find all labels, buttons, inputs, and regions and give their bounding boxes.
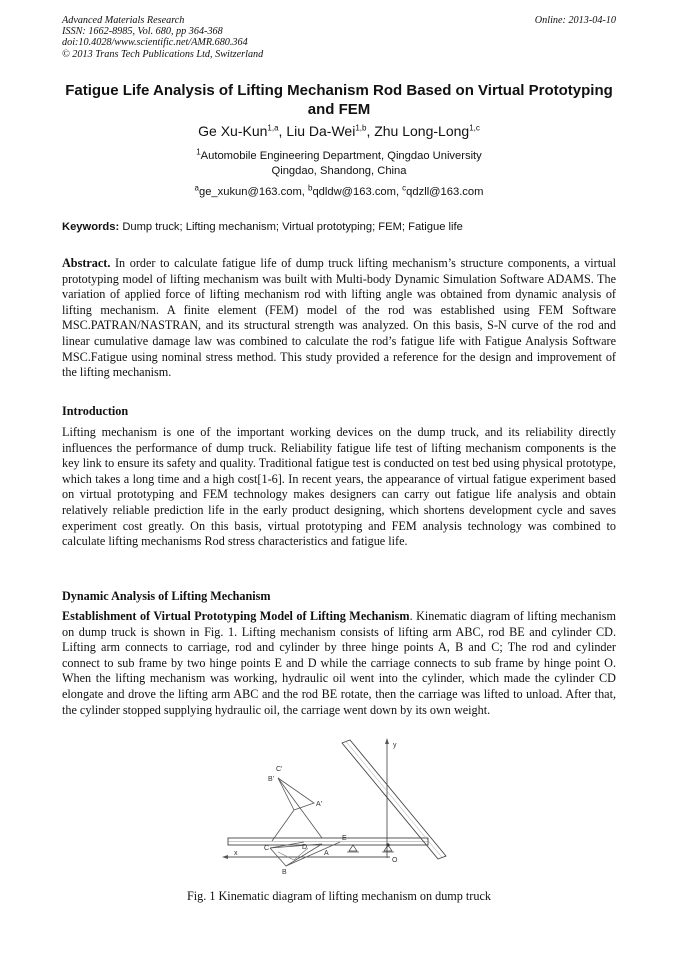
dynamic-heading: Dynamic Analysis of Lifting Mechanism <box>62 589 271 603</box>
affiliation-line1: Automobile Engineering Department, Qingdao University <box>200 150 482 162</box>
keywords-label: Keywords: <box>62 221 120 233</box>
email-address[interactable]: qdzll@163.com <box>406 186 484 198</box>
introduction-text: Lifting mechanism is one of the important working devices on the dump truck, and its reliability directly influences the performance of dump truck. Reliability fatigue life test of lifting mechanism components is the key link to ensure its safety and quality. Traditional fatigue test is conducted on test bed using physical prototype, which takes a long time and a high cost[1-6]. In recent years, the appearance of virtual fatigue experiment based on virtual prototyping and FEM technology makes designers can carry out fatigue life analysis and obtain relatively reliable prediction life in the early product designing, which shortens development cycle and saves experiment cost greatly. On this basis, virtual prototyping and FEM analysis technology was combined to calculate lifting mechanisms Rod stress characteristics and fatigue life. <box>62 425 616 549</box>
hinge-o-dot <box>386 843 389 846</box>
x-axis-label: x <box>234 850 238 857</box>
email-sup: c <box>402 183 407 193</box>
email-address[interactable]: ge_xukun@163.com <box>198 186 302 198</box>
affiliation-line2: Qingdao, Shandong, China <box>271 164 407 177</box>
author-list: Ge Xu-Kun$^{1,a}$, Liu Da-Wei$^{1,b}$, Zhu Long-Long$^{1,c}$ <box>198 123 480 139</box>
label-c: C <box>264 845 270 852</box>
doi-line: doi:10.4028/www.scientific.net/AMR.680.364 <box>62 37 248 49</box>
hinge-support-e <box>349 845 357 851</box>
copyright-line: © 2013 Trans Tech Publications Ltd, Switzerland <box>62 48 264 60</box>
author-sup: 1,b <box>355 123 367 133</box>
keywords-text: Dump truck; Lifting mechanism; Virtual prototyping; FEM; Fatigue life <box>122 221 463 233</box>
author-name: Zhu Long-Long <box>374 123 470 139</box>
label-e: E <box>342 835 347 842</box>
label-a-prime: A' <box>316 801 323 808</box>
email-sup: a <box>194 183 199 193</box>
email-sup: b <box>308 183 313 193</box>
lifted-arm <box>278 778 314 810</box>
y-axis-arrow <box>385 738 389 744</box>
y-axis-label: y <box>393 742 397 749</box>
paper-title: Fatigue Life Analysis of Lifting Mechanism Rod Based on Virtual Prototyping and FEM <box>65 82 613 118</box>
dynamic-subheading: Establishment of Virtual Prototyping Model of Lifting Mechanism <box>62 609 410 623</box>
base-arm <box>270 844 322 866</box>
label-c-prime: C' <box>276 766 283 773</box>
abstract <box>62 256 616 381</box>
journal-name: Advanced Materials Research <box>62 15 185 26</box>
dynamic-text: Kinematic diagram of lifting mechanism on dump truck is shown in Fig. 1. Lifting mechanism consists of lifting arm ABC, rod BE and cylinder CD. Lifting arm connects to carriage, rod and cylinder by three hinge points A, B and C; The rod and cylinder connect to sub frame by two hinge points E and D while the carriage connects to sub frame by hinge point O. When the lifting mechanism was working, hydraulic oil went into the cylinder, which made the cylinder CD elongate and drove the lifting arm ABC and the rod BE rotate, then the carriage was lifted to unload. After that, the cylinder stopped supplying hydraulic oil, the carriage went down by its own weight. <box>62 609 617 717</box>
author-name: Ge Xu-Kun <box>198 123 268 139</box>
kinematic-diagram <box>212 738 462 881</box>
label-a: A <box>324 850 329 857</box>
keywords <box>62 221 616 233</box>
issn-line: ISSN: 1662-8985, Vol. 680, pp 364-368 <box>62 26 223 38</box>
label-o: O <box>392 857 398 864</box>
figure-caption: Fig. 1 Kinematic diagram of lifting mechanism on dump truck <box>187 889 491 903</box>
author-name: Liu Da-Wei <box>286 123 356 139</box>
lifted-carriage-centerline <box>346 742 442 858</box>
lifted-rod <box>278 778 322 838</box>
online-date: Online: 2013-04-10 <box>534 15 616 26</box>
affiliation <box>62 149 616 178</box>
base-rod <box>286 842 340 866</box>
author-sup: 1,a <box>267 123 279 133</box>
label-b: B <box>282 869 287 876</box>
x-axis-arrow <box>222 855 228 859</box>
dynamic-paragraph: Establishment of Virtual Prototyping Model of Lifting Mechanism. Kinematic diagram of lifting mechanism on dump truck is shown in Fig. 1. Lifting mechanism consists of lifting arm ABC, rod BE and cylinder CD. Lifting arm connects to carriage, rod and cylinder by three hinge points A, B and C; The rod and cylinder connect to sub frame by two hinge points E and D while the carriage connects to sub frame by hinge point O. When the lifting mechanism was working, hydraulic oil went into the cylinder, which made the cylinder CD elongate and drove the lifting arm ABC and the rod BE rotate, then the carriage was lifted to unload. After that, the cylinder stopped supplying hydraulic oil, the carriage went down by its own weight. <box>62 609 617 717</box>
label-b-prime: B' <box>268 776 275 783</box>
affiliation-sup: 1 <box>196 147 201 157</box>
author-sup: 1,c <box>469 123 480 133</box>
journal-header <box>62 15 616 60</box>
abstract-label: Abstract. <box>62 256 111 270</box>
label-d: D <box>302 844 308 851</box>
introduction-heading: Introduction <box>62 404 129 418</box>
email-address[interactable]: qdldw@163.com <box>312 186 396 198</box>
email-list: $^a$ge_xukun@163.com, $^b$qdldw@163.com, $^c$qdzll@163.com <box>194 183 484 198</box>
lifted-cylinder <box>272 810 294 841</box>
abstract-text: In order to calculate fatigue life of dump truck lifting mechanism’s structure components, a virtual prototyping model of lifting mechanism was built with Multi-body Dynamic Simulation Software ADAMS. The variation of applied force of lifting mechanism rod with lifting angle was obtained from dynamic analysis of lifting mechanism. A finite element (FEM) model of the rod was established using FEM Software MSC.PATRAN/NASTRAN, and its structural strength was analyzed. On this basis, S-N curve of the rod and linear cumulative damage law was combined to calculate the rod’s fatigue life with Fatigue Analysis Software MSC.Fatigue using nominal stress method. This study provided a reference for the design and improvement of the lifting mechanism. <box>62 256 617 380</box>
